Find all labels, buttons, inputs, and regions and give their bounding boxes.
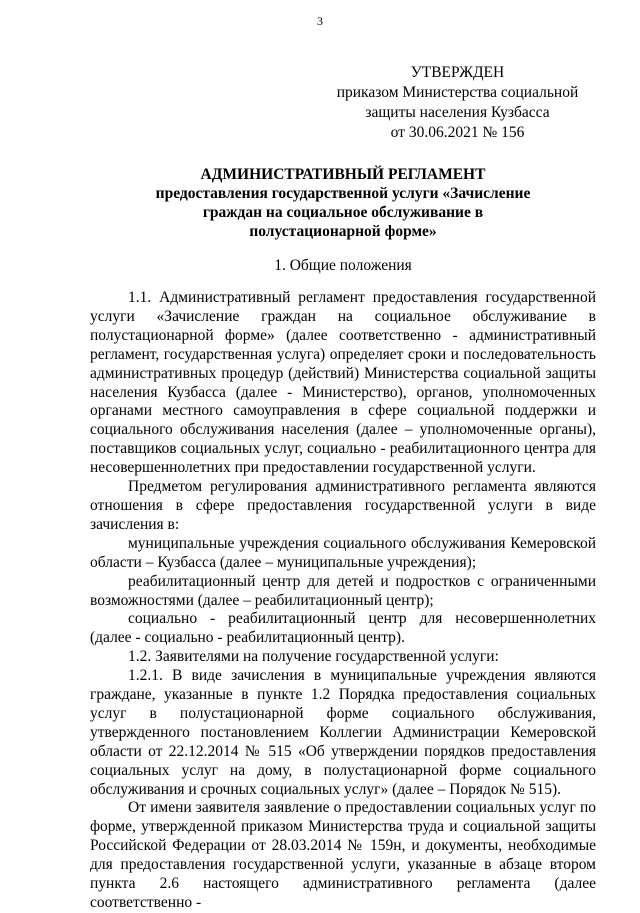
page-number: 3 xyxy=(317,14,323,28)
approval-line: защиты населения Кузбасса xyxy=(365,104,550,121)
paragraph: Предметом регулирования административного регламента являются отношения в сфере предоставления государственной услуги в виде зачисления в: xyxy=(90,478,596,533)
section-heading: 1. Общие положения xyxy=(274,257,412,274)
paragraph: От имени заявителя заявление о предоставлении социальных услуг по форме, утвержденной приказом Министерства труда и социальной защиты Российской Федерации от 28.03.2014 № 159н, и документы, необходимые для предоставления государственной услуги, указанные в абзаце втором пункта 2.6 настоящего административного регламента (далее соответственно - xyxy=(90,799,596,911)
document-body xyxy=(90,289,596,913)
paragraph: 1.2. Заявителями на получение государственной услуги: xyxy=(128,648,499,666)
approval-stamp xyxy=(330,63,585,143)
title-line: полустационарной форме» xyxy=(249,223,437,240)
paragraph: муниципальные учреждения социального обслуживания Кемеровской области – Кузбасса (далее – муниципальные учреждения); xyxy=(90,534,596,571)
paragraph: социально - реабилитационный центр для несовершеннолетних (далее - социально - реабилитационный центр). xyxy=(90,610,596,647)
paragraph: 1.2.1. В виде зачисления в муниципальные учреждения являются граждане, указанные в пункте 1.2 Порядка предоставления социальных услуг в полустационарной форме социального обслуживания, утвержденного постановлением Коллегии Администрации Кемеровской области от 22.12.2014 № 515 «Об утверждении порядков предоставления социальных услуг на дому, в полустационарной форме социального обслуживания и срочных социальных услуг» (далее – Порядок № 515). xyxy=(90,667,596,798)
paragraph: 1.1. Административный регламент предоставления государственной услуги «Зачисление граждан на социальное обслуживание в полустационарной форме» (далее соответственно - административный регламент, государственная услуга) определяет сроки и последовательность административных процедур (действий) Министерства социальной защиты населения Кузбасса (далее - Министерство), органов, уполномоченных органами местного самоуправления в сфере социальной поддержки и социального обслуживания населения (далее – уполномоченные органы), поставщиков социальных услуг, социально - реабилитационного центра для несовершеннолетних при предоставлении государственной услуги. xyxy=(90,289,596,477)
title-line: АДМИНИСТРАТИВНЫЙ РЕГЛАМЕНТ xyxy=(200,166,486,183)
approval-line: приказом Министерства социальной xyxy=(336,84,579,101)
document-title xyxy=(90,165,596,241)
title-line: предоставления государственной услуги «Зачисление xyxy=(155,185,531,202)
approval-line: от 30.06.2021 № 156 xyxy=(390,124,525,141)
title-line: граждан на социальное обслуживание в xyxy=(202,204,484,221)
approval-line: УТВЕРЖДЕН xyxy=(410,64,505,81)
paragraph: реабилитационный центр для детей и подростков с ограниченными возможностями (далее – реабилитационный центр); xyxy=(90,572,596,609)
